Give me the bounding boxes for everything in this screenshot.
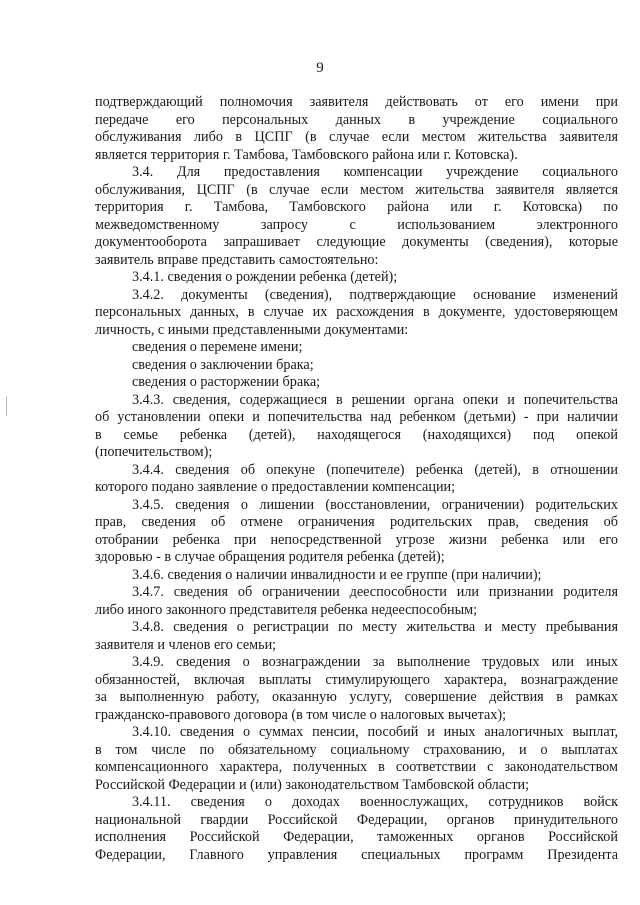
text-line: отобрании ребенка при непосредственной угрозе жизни ребенка или его (95, 531, 618, 548)
text-line: заявителя и членов его семьи; (95, 636, 277, 653)
text-line: которого подано заявление о предоставлении компенсации; (95, 479, 456, 495)
text-line: 3.4.11. сведения о доходах военнослужащих, сотрудников войск (132, 794, 618, 810)
text-line: либо иного законного представителя ребенка недееспособным; (95, 601, 478, 618)
text-line: обязанностей, включая выплаты стимулирующего характера, вознаграждение (95, 671, 618, 688)
text-line: обслуживания, ЦСПГ (в случае если местом жительства заявителя является (95, 181, 618, 198)
text-line: национальной гвардии Российской Федерации, органов принудительного (95, 811, 618, 828)
text-line: в том числе по обязательному социальному страхованию, и о выплатах (95, 741, 618, 758)
document-body (95, 94, 618, 864)
margin-mark (6, 396, 10, 416)
text-line: Российской Федерации и (или) законодательством Тамбовской области; (95, 776, 530, 793)
text-line: исполнения Российской Федерации, таможенных органов Российской (95, 829, 618, 845)
text-line: личность, с иными представленными документами: (95, 321, 409, 338)
page-number: 9 (316, 60, 324, 76)
text-line: 3.4.7. сведения об ограничении дееспособности или признании родителя (132, 584, 618, 600)
text-line: передаче его персональных данных в учреждение социального (95, 111, 618, 128)
text-line: обслуживания либо в ЦСПГ (в случае если местом жительства заявителя (95, 129, 618, 145)
text-line: документооборота запрашивает следующие документы (сведения), которые (95, 234, 618, 250)
text-line: персональных данных, в случае их расхождения в документе, удостоверяющем (95, 304, 618, 320)
text-line: межведомственному запросу с использованием электронного (95, 216, 618, 233)
text-line: компенсационного характера, полученных в соответствии с законодательством (95, 759, 618, 775)
text-line: подтверждающий полномочия заявителя действовать от его имени при (95, 94, 618, 110)
text-line: территория г. Тамбова, Тамбовского района или г. Котовска) по (95, 199, 618, 215)
text-line: 3.4.1. сведения о рождении ребенка (детей); (132, 269, 398, 285)
text-line: 3.4.9. сведения о вознаграждении за выполнение трудовых или иных (132, 654, 618, 670)
text-line: сведения о заключении брака; (132, 356, 314, 373)
text-line: прав, сведения об отмене ограничения родительских прав, сведения об (95, 514, 618, 530)
text-line: 3.4.10. сведения о суммах пенсии, пособий и иных аналогичных выплат, (132, 724, 618, 740)
text-line: (попечительством); (95, 444, 213, 460)
text-line: 3.4.3. сведения, содержащиеся в решении органа опеки и попечительства (132, 391, 618, 408)
text-line: за выполненную работу, оказанную услугу, совершение действия в рамках (95, 689, 618, 705)
text-line: гражданско-правового договора (в том числе о налоговых вычетах); (95, 706, 507, 723)
text-line: 3.4.8. сведения о регистрации по месту жительства и месту пребывания (132, 619, 618, 635)
text-line: 3.4.4. сведения об опекуне (попечителе) ребенка (детей), в отношении (132, 461, 618, 478)
text-line: сведения о расторжении брака; (132, 374, 321, 390)
text-line: 3.4.2. документы (сведения), подтверждающие основание изменений (132, 286, 618, 303)
text-line: 3.4.5. сведения о лишении (восстановлении, ограничении) родительских (132, 496, 618, 513)
text-line: сведения о перемене имени; (132, 339, 303, 355)
text-line: Федерации, Главного управления специальных программ Президента (95, 846, 618, 863)
text-line: 3.4. Для предоставления компенсации учреждение социального (132, 164, 618, 180)
text-line: 3.4.6. сведения о наличии инвалидности и ее группе (при наличии); (132, 566, 542, 583)
text-line: об установлении опеки и попечительства над ребенком (детьми) - при наличии (95, 409, 618, 425)
text-line: в семье ребенка (детей), находящегося (находящихся) под опекой (95, 426, 618, 443)
text-line: здоровью - в случае обращения родителя ребенка (детей); (95, 549, 445, 565)
text-line: заявитель вправе представить самостоятельно: (95, 251, 379, 268)
text-line: является территория г. Тамбова, Тамбовского района или г. Котовска). (95, 146, 518, 163)
